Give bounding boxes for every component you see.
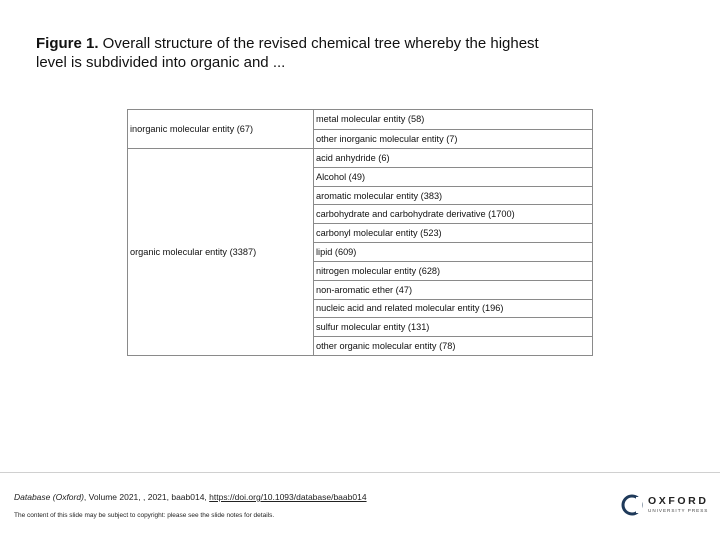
child-category-cell: nucleic acid and related molecular entity (196) bbox=[314, 300, 592, 319]
journal-name: Database (Oxford) bbox=[14, 492, 84, 502]
oxford-crest-icon bbox=[621, 494, 643, 516]
child-category-cell: other inorganic molecular entity (7) bbox=[316, 133, 458, 144]
child-category-cell: lipid (609) bbox=[314, 243, 592, 262]
parent-category-cell: organic molecular entity (3387) bbox=[128, 149, 314, 355]
child-category-cell: metal molecular entity (58) bbox=[314, 110, 592, 130]
logo-wordmark: OXFORD bbox=[648, 495, 709, 507]
child-category-cell: non-aromatic ether (47) bbox=[314, 281, 592, 300]
figure-label: Figure 1. bbox=[36, 35, 99, 52]
child-category-cell: aromatic molecular entity (383) bbox=[314, 187, 592, 206]
citation bbox=[14, 492, 367, 502]
child-category-cell: sulfur molecular entity (131) bbox=[314, 318, 592, 337]
child-category-list bbox=[314, 110, 592, 148]
child-category-list bbox=[314, 149, 592, 355]
child-category-cell: nitrogen molecular entity (628) bbox=[314, 262, 592, 281]
oxford-logo bbox=[621, 494, 709, 516]
figure-caption-text: Overall structure of the revised chemical tree whereby the highest level is subdivided into organic and ... bbox=[36, 35, 539, 71]
citation-details: , Volume 2021, , 2021, baab014, bbox=[83, 492, 210, 502]
chemical-tree-table bbox=[127, 109, 593, 356]
child-category-cell: other organic molecular entity (78) bbox=[316, 341, 456, 352]
child-category-cell: Alcohol (49) bbox=[314, 168, 592, 187]
logo-subtitle: UNIVERSITY PRESS bbox=[648, 508, 709, 513]
figure-caption bbox=[36, 34, 556, 72]
footer-divider bbox=[0, 472, 720, 473]
table-group-inorganic bbox=[128, 110, 592, 149]
doi-link[interactable]: https://doi.org/10.1093/database/baab014 bbox=[209, 492, 367, 502]
table-group-organic bbox=[128, 149, 592, 355]
child-category-cell: acid anhydride (6) bbox=[314, 149, 592, 168]
child-category-cell: carbohydrate and carbohydrate derivative (1700) bbox=[314, 205, 592, 224]
child-category-cell: carbonyl molecular entity (523) bbox=[314, 224, 592, 243]
parent-category-cell: inorganic molecular entity (67) bbox=[128, 110, 314, 148]
copyright-notice: The content of this slide may be subject to copyright: please see the slide notes for details. bbox=[14, 512, 275, 519]
